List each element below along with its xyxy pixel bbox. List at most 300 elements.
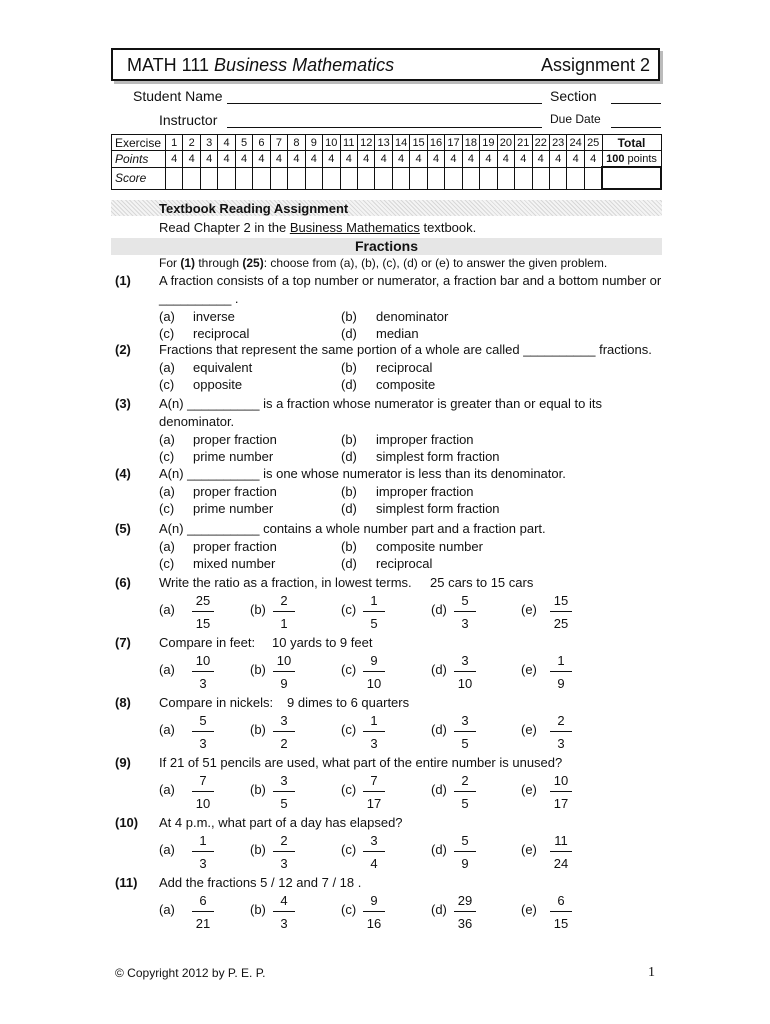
- title-box: [111, 48, 660, 81]
- denominator: 4: [370, 856, 378, 871]
- fraction-option[interactable]: [269, 833, 299, 871]
- denominator: 15: [553, 916, 569, 931]
- option-text[interactable]: composite: [376, 377, 436, 392]
- option-letter[interactable]: (c): [341, 662, 357, 677]
- pt-cell: 4: [567, 151, 584, 168]
- option-letter[interactable]: (b): [250, 782, 266, 797]
- ex-cell: 15: [410, 135, 427, 151]
- option-letter[interactable]: (b): [250, 602, 266, 617]
- score-cell[interactable]: [305, 167, 322, 189]
- copyright: © Copyright 2012 by P. E. P.: [115, 966, 266, 980]
- numerator: 7: [199, 773, 207, 788]
- fraction-option[interactable]: [188, 713, 218, 751]
- question-number: (11): [115, 875, 138, 890]
- fraction-bar: [363, 671, 385, 672]
- question-number: (2): [115, 342, 131, 357]
- option-letter[interactable]: (a): [159, 360, 175, 375]
- score-cell[interactable]: [340, 167, 357, 189]
- question-text: If 21 of 51 pencils are used, what part of the entire number is unused?: [159, 755, 563, 770]
- ex-cell: 10: [323, 135, 340, 151]
- fraction-bar: [454, 911, 476, 912]
- score-cell[interactable]: [410, 167, 427, 189]
- option-letter[interactable]: (a): [159, 662, 175, 677]
- fraction-bar: [454, 611, 476, 612]
- question-number: (9): [115, 755, 131, 770]
- fraction-option[interactable]: [188, 833, 218, 871]
- score-cell[interactable]: [200, 167, 217, 189]
- numerator: 25: [195, 593, 211, 608]
- student-name-field[interactable]: [227, 103, 542, 104]
- section-field[interactable]: [611, 103, 661, 104]
- question-number: (4): [115, 466, 131, 481]
- option-letter[interactable]: (c): [341, 602, 357, 617]
- fraction-option[interactable]: [359, 893, 389, 931]
- numerator: 15: [553, 593, 569, 608]
- score-cell[interactable]: [183, 167, 200, 189]
- numerator: 3: [280, 773, 288, 788]
- fraction-option[interactable]: [546, 713, 576, 751]
- ex-cell: 6: [253, 135, 270, 151]
- fraction-bar: [363, 851, 385, 852]
- option-letter[interactable]: (d): [431, 722, 447, 737]
- ex-cell: 3: [200, 135, 217, 151]
- fraction-option[interactable]: [546, 833, 576, 871]
- fraction-bar: [192, 671, 214, 672]
- denominator: 17: [366, 796, 382, 811]
- question-number: (7): [115, 635, 131, 650]
- option-text[interactable]: proper fraction: [193, 539, 277, 554]
- ex-cell: 2: [183, 135, 200, 151]
- option-letter[interactable]: (b): [250, 902, 266, 917]
- fraction-option[interactable]: [188, 593, 218, 631]
- numerator: 1: [557, 653, 565, 668]
- option-text[interactable]: reciprocal: [193, 326, 250, 341]
- fraction-bar: [550, 851, 572, 852]
- denominator: 3: [557, 736, 565, 751]
- fraction-bar: [454, 791, 476, 792]
- due-date-label: Due Date: [550, 112, 601, 126]
- denominator: 9: [461, 856, 469, 871]
- denominator: 36: [457, 916, 473, 931]
- course-title: MATH 111 Business Mathematics: [127, 55, 395, 75]
- option-letter[interactable]: (d): [431, 842, 447, 857]
- option-text[interactable]: inverse: [193, 309, 235, 324]
- ex-cell: 13: [375, 135, 392, 151]
- denominator: 21: [195, 916, 211, 931]
- question-extra: 25 cars to 15 cars: [430, 575, 534, 590]
- denominator: 3: [280, 856, 288, 871]
- denominator: 25: [553, 616, 569, 631]
- reading-title: Textbook Reading Assignment: [159, 201, 349, 216]
- ex-cell: 24: [567, 135, 584, 151]
- due-date-field[interactable]: [611, 127, 661, 128]
- question-text: A(n) __________ contains a whole number part and a fraction part.: [159, 521, 546, 536]
- numerator: 6: [557, 893, 565, 908]
- numerator: 1: [370, 593, 378, 608]
- option-letter[interactable]: (a): [159, 842, 175, 857]
- fraction-option[interactable]: [546, 773, 576, 811]
- ex-cell: 22: [532, 135, 549, 151]
- fraction-option[interactable]: [269, 653, 299, 691]
- option-text[interactable]: prime number: [193, 449, 274, 464]
- question-text-cont: __________ .: [159, 291, 239, 306]
- numerator: 1: [199, 833, 207, 848]
- option-letter[interactable]: (c): [159, 449, 175, 464]
- fraction-option[interactable]: [269, 713, 299, 751]
- denominator: 9: [557, 676, 565, 691]
- fraction-bar: [192, 851, 214, 852]
- pt-cell: 4: [183, 151, 200, 168]
- denominator: 10: [366, 676, 382, 691]
- numerator: 11: [554, 833, 568, 848]
- score-cell[interactable]: [253, 167, 270, 189]
- denominator: 24: [553, 856, 569, 871]
- ex-cell: 11: [340, 135, 357, 151]
- fraction-option[interactable]: [269, 773, 299, 811]
- ex-cell: 16: [427, 135, 444, 151]
- total-score-box[interactable]: [602, 167, 661, 189]
- option-letter[interactable]: (a): [159, 902, 175, 917]
- numerator: 6: [199, 893, 207, 908]
- question-number: (8): [115, 695, 131, 710]
- score-cell[interactable]: [445, 167, 462, 189]
- fraction-option[interactable]: [450, 593, 480, 631]
- score-cell[interactable]: [515, 167, 532, 189]
- question-text: A fraction consists of a top number or numerator, a fraction bar and a bottom number or: [159, 273, 662, 288]
- score-cell[interactable]: [480, 167, 497, 189]
- option-letter[interactable]: (e): [521, 782, 537, 797]
- numerator: 5: [461, 833, 469, 848]
- fraction-option[interactable]: [188, 773, 218, 811]
- pt-cell: 4: [497, 151, 514, 168]
- numerator: 2: [280, 593, 288, 608]
- fraction-option[interactable]: [359, 713, 389, 751]
- fraction-option[interactable]: [546, 893, 576, 931]
- numerator: 4: [280, 893, 288, 908]
- ex-cell: 23: [549, 135, 566, 151]
- pt-cell: 4: [584, 151, 602, 168]
- option-letter[interactable]: (e): [521, 902, 537, 917]
- question-extra: 9 dimes to 6 quarters: [287, 695, 410, 710]
- option-letter[interactable]: (a): [159, 539, 175, 554]
- fraction-bar: [363, 611, 385, 612]
- denominator: 3: [461, 616, 469, 631]
- option-letter[interactable]: (d): [341, 501, 357, 516]
- ex-cell: 8: [288, 135, 305, 151]
- fraction-bar: [192, 731, 214, 732]
- denominator: 5: [370, 616, 378, 631]
- option-letter[interactable]: (a): [159, 432, 175, 447]
- fraction-bar: [273, 911, 295, 912]
- numerator: 9: [370, 893, 378, 908]
- numerator: 10: [553, 773, 569, 788]
- option-letter[interactable]: (d): [341, 449, 357, 464]
- numerator: 3: [370, 833, 378, 848]
- pt-cell: 4: [270, 151, 287, 168]
- score-cell[interactable]: [532, 167, 549, 189]
- option-letter[interactable]: (c): [341, 722, 357, 737]
- fraction-option[interactable]: [450, 773, 480, 811]
- fraction-bar: [550, 791, 572, 792]
- option-text[interactable]: simplest form fraction: [376, 449, 500, 464]
- option-text[interactable]: equivalent: [193, 360, 253, 375]
- denominator: 3: [199, 736, 207, 751]
- option-letter[interactable]: (b): [341, 539, 357, 554]
- ex-cell: 5: [235, 135, 252, 151]
- option-letter[interactable]: (d): [341, 556, 357, 571]
- numerator: 2: [280, 833, 288, 848]
- option-letter[interactable]: (a): [159, 484, 175, 499]
- fraction-option[interactable]: [450, 893, 480, 931]
- score-cell[interactable]: [235, 167, 252, 189]
- denominator: 10: [457, 676, 473, 691]
- score-cell[interactable]: [427, 167, 444, 189]
- score-cell[interactable]: [323, 167, 340, 189]
- option-letter[interactable]: (c): [341, 842, 357, 857]
- score-cell[interactable]: [462, 167, 479, 189]
- fraction-option[interactable]: [188, 653, 218, 691]
- ex-cell: 19: [480, 135, 497, 151]
- student-name-label: Student Name: [133, 88, 223, 104]
- option-letter[interactable]: (e): [521, 662, 537, 677]
- fraction-option[interactable]: [359, 593, 389, 631]
- denominator: 3: [199, 856, 207, 871]
- fraction-option[interactable]: [450, 713, 480, 751]
- option-letter[interactable]: (b): [341, 484, 357, 499]
- option-letter[interactable]: (c): [341, 782, 357, 797]
- option-letter[interactable]: (a): [159, 602, 175, 617]
- numerator: 2: [557, 713, 565, 728]
- instructions: For (1) through (25): choose from (a), (b), (c), (d) or (e) to answer the given problem.: [159, 256, 608, 270]
- fraction-bar: [454, 671, 476, 672]
- score-cell[interactable]: [166, 167, 183, 189]
- option-letter[interactable]: (c): [341, 902, 357, 917]
- assignment-title: Assignment 2: [540, 55, 650, 75]
- ex-cell: 4: [218, 135, 235, 151]
- question-text: Fractions that represent the same portion of a whole are called __________ fractions.: [159, 342, 652, 357]
- option-letter[interactable]: (b): [250, 722, 266, 737]
- denominator: 5: [280, 796, 288, 811]
- option-letter[interactable]: (b): [250, 842, 266, 857]
- ex-cell: 25: [584, 135, 602, 151]
- numerator: 29: [457, 893, 473, 908]
- pt-cell: 4: [235, 151, 252, 168]
- pt-cell: 4: [480, 151, 497, 168]
- option-letter[interactable]: (e): [521, 842, 537, 857]
- option-text[interactable]: improper fraction: [376, 484, 474, 499]
- option-text[interactable]: simplest form fraction: [376, 501, 500, 516]
- pt-cell: 4: [305, 151, 322, 168]
- pt-cell: 4: [323, 151, 340, 168]
- fraction-bar: [273, 791, 295, 792]
- score-cell[interactable]: [357, 167, 374, 189]
- pt-cell: 4: [515, 151, 532, 168]
- score-cell[interactable]: [288, 167, 305, 189]
- option-letter[interactable]: (d): [431, 602, 447, 617]
- ex-cell: 20: [497, 135, 514, 151]
- fraction-option[interactable]: [359, 833, 389, 871]
- denominator: 15: [195, 616, 211, 631]
- option-letter[interactable]: (e): [521, 722, 537, 737]
- reading-text: Read Chapter 2 in the Business Mathematics textbook.: [159, 220, 477, 235]
- score-cell[interactable]: [567, 167, 584, 189]
- option-text[interactable]: median: [376, 326, 419, 341]
- denominator: 9: [280, 676, 288, 691]
- ex-cell: 14: [392, 135, 409, 151]
- option-text[interactable]: reciprocal: [376, 360, 433, 375]
- fraction-bar: [363, 791, 385, 792]
- question-number: (6): [115, 575, 131, 590]
- option-letter[interactable]: (d): [341, 377, 357, 392]
- option-text[interactable]: denominator: [376, 309, 449, 324]
- denominator: 2: [280, 736, 288, 751]
- points-row: [112, 151, 662, 168]
- ex-cell: 17: [445, 135, 462, 151]
- option-text[interactable]: improper fraction: [376, 432, 474, 447]
- denominator: 10: [195, 796, 211, 811]
- fraction-option[interactable]: [359, 653, 389, 691]
- fraction-bar: [363, 911, 385, 912]
- pt-cell: 4: [410, 151, 427, 168]
- option-letter[interactable]: (a): [159, 782, 175, 797]
- pt-cell: 4: [445, 151, 462, 168]
- denominator: 5: [461, 736, 469, 751]
- option-text[interactable]: reciprocal: [376, 556, 433, 571]
- ex-cell: 18: [462, 135, 479, 151]
- numerator: 2: [461, 773, 469, 788]
- pt-cell: 4: [532, 151, 549, 168]
- option-letter[interactable]: (c): [159, 377, 175, 392]
- section-title: Fractions: [354, 238, 418, 254]
- question-text: Compare in nickels:: [159, 695, 274, 710]
- pt-cell: 4: [340, 151, 357, 168]
- numerator: 9: [370, 653, 378, 668]
- fraction-bar: [454, 851, 476, 852]
- option-letter[interactable]: (b): [341, 309, 357, 324]
- instructor-label: Instructor: [159, 112, 218, 128]
- fraction-bar: [550, 911, 572, 912]
- option-letter[interactable]: (a): [159, 309, 175, 324]
- score-cell[interactable]: [375, 167, 392, 189]
- fraction-option[interactable]: [188, 893, 218, 931]
- question-text: Add the fractions 5 / 12 and 7 / 18 .: [159, 875, 362, 890]
- option-text[interactable]: prime number: [193, 501, 274, 516]
- numerator: 10: [195, 653, 211, 668]
- question-text: At 4 p.m., what part of a day has elapsed?: [159, 815, 403, 830]
- numerator: 3: [461, 653, 469, 668]
- section-label: Section: [550, 88, 597, 104]
- fraction-bar: [192, 611, 214, 612]
- denominator: 17: [553, 796, 569, 811]
- total-points: 100 points: [602, 151, 661, 168]
- denominator: 5: [461, 796, 469, 811]
- fraction-bar: [550, 611, 572, 612]
- page-number: 1: [648, 965, 655, 980]
- question-number: (5): [115, 521, 131, 536]
- pt-cell: 4: [427, 151, 444, 168]
- fraction-option[interactable]: [546, 593, 576, 631]
- option-letter[interactable]: (e): [521, 602, 537, 617]
- denominator: 1: [280, 616, 288, 631]
- fraction-option[interactable]: [269, 893, 299, 931]
- denominator: 16: [366, 916, 382, 931]
- pt-cell: 4: [392, 151, 409, 168]
- ex-cell: 1: [166, 135, 183, 151]
- option-letter[interactable]: (b): [250, 662, 266, 677]
- score-cell[interactable]: [270, 167, 287, 189]
- fraction-bar: [273, 851, 295, 852]
- question-extra: 10 yards to 9 feet: [272, 635, 373, 650]
- pt-cell: 4: [200, 151, 217, 168]
- exercise-row: [112, 135, 662, 151]
- fraction-option[interactable]: [359, 773, 389, 811]
- option-letter[interactable]: (c): [159, 556, 175, 571]
- exercise-label: Exercise: [112, 135, 166, 151]
- option-text[interactable]: composite number: [376, 539, 483, 554]
- fraction-option[interactable]: [450, 833, 480, 871]
- option-letter[interactable]: (b): [341, 360, 357, 375]
- pt-cell: 4: [166, 151, 183, 168]
- option-text[interactable]: mixed number: [193, 556, 276, 571]
- fraction-bar: [550, 671, 572, 672]
- option-letter[interactable]: (c): [159, 326, 175, 341]
- denominator: 3: [199, 676, 207, 691]
- numerator: 5: [199, 713, 207, 728]
- option-letter[interactable]: (a): [159, 722, 175, 737]
- score-cell[interactable]: [549, 167, 566, 189]
- fraction-bar: [273, 611, 295, 612]
- fraction-bar: [273, 671, 295, 672]
- option-letter[interactable]: (d): [431, 902, 447, 917]
- option-letter[interactable]: (d): [431, 662, 447, 677]
- score-row: [112, 167, 662, 189]
- numerator: 1: [370, 713, 378, 728]
- fraction-bar: [454, 731, 476, 732]
- fraction-option[interactable]: [546, 653, 576, 691]
- score-cell[interactable]: [497, 167, 514, 189]
- option-letter[interactable]: (d): [431, 782, 447, 797]
- pt-cell: 4: [462, 151, 479, 168]
- option-letter[interactable]: (b): [341, 432, 357, 447]
- ex-cell: 9: [305, 135, 322, 151]
- option-text[interactable]: opposite: [193, 377, 243, 392]
- fraction-option[interactable]: [269, 593, 299, 631]
- numerator: 10: [276, 653, 292, 668]
- score-cell[interactable]: [392, 167, 409, 189]
- option-letter[interactable]: (c): [159, 501, 175, 516]
- fraction-option[interactable]: [450, 653, 480, 691]
- option-letter[interactable]: (d): [341, 326, 357, 341]
- score-cell[interactable]: [218, 167, 235, 189]
- question-number: (1): [115, 273, 131, 288]
- ex-cell: 21: [515, 135, 532, 151]
- option-text[interactable]: proper fraction: [193, 484, 277, 499]
- question-text: Compare in feet:: [159, 635, 256, 650]
- instructor-field[interactable]: [227, 127, 542, 128]
- numerator: 5: [461, 593, 469, 608]
- fraction-bar: [192, 791, 214, 792]
- fraction-bar: [363, 731, 385, 732]
- score-cell[interactable]: [584, 167, 602, 189]
- fraction-bar: [273, 731, 295, 732]
- fraction-bar: [550, 731, 572, 732]
- ex-cell: 7: [270, 135, 287, 151]
- pt-cell: 4: [288, 151, 305, 168]
- denominator: 3: [280, 916, 288, 931]
- option-text[interactable]: proper fraction: [193, 432, 277, 447]
- question-number: (10): [115, 815, 139, 830]
- grade-table: [111, 134, 662, 190]
